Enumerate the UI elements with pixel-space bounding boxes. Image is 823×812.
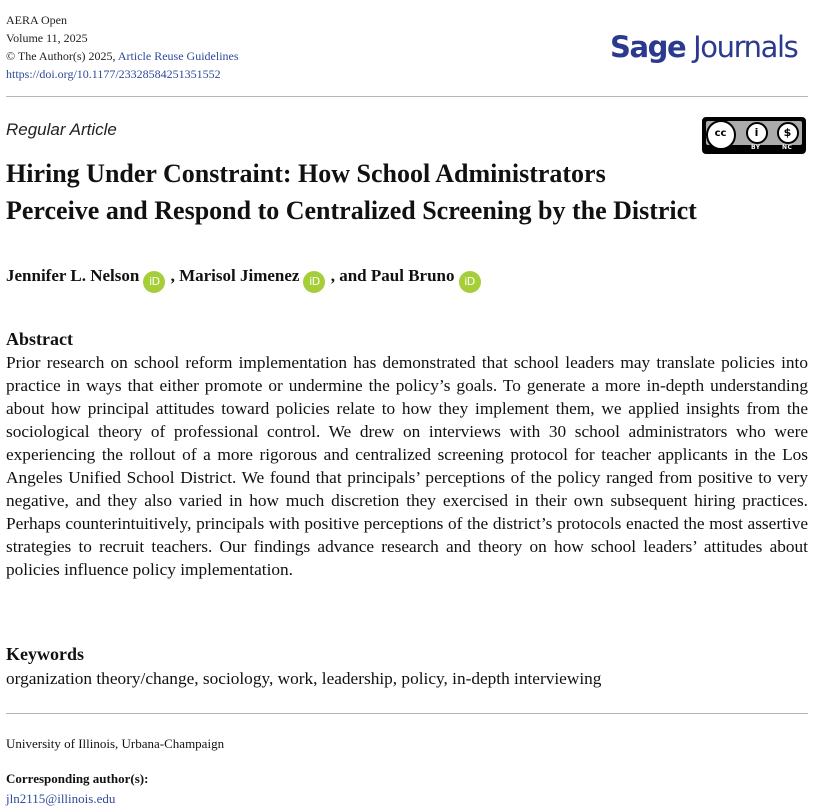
article-type: Regular Article [6,120,117,139]
article-title [6,155,786,229]
abstract-text: Prior research on school reform implementation has demonstrated that school leaders may translate policies into practice in ways that either promote or undermine the policy’s goals. To generate a more in-depth understanding about how principal attitudes toward policies relate to how they implement them, we applied insights from the sociological theory of professional control. We drew on interviews with 30 school administrators who were experiencing the rollout of a more rigorous and centralized screening protocol for teacher applicants in the Los Angeles Unified School District. We found that principals’ perceptions of the policy ranged from positive to very negative, and they also varied in how much discretion they exercised in their own subsequent hiring practices. Perhaps counterintuitively, principals with positive perceptions of the district’s protocols enacted the most assertive strategies to recruit teachers. Our findings advance research and theory on how school leaders’ attitudes about policies influence policy implementation. [6,353,808,579]
orcid-icon[interactable]: iD [459,271,481,293]
author-separator: , and [326,266,371,285]
title-line-1: Hiring Under Constraint: How School Administrators [6,159,606,188]
reuse-guidelines-link[interactable]: Article Reuse Guidelines [117,49,239,63]
sage-journals-logo [610,30,797,64]
by-label: BY [751,144,761,151]
corresponding-email-link[interactable]: jln2115@illinois.edu [6,791,116,806]
author-name[interactable]: Paul Bruno [370,266,455,285]
title-line-2: Perceive and Respond to Centralized Screening by the District [6,196,697,225]
abstract-heading: Abstract [6,329,73,349]
journal-volume: Volume 11, 2025 [6,31,88,45]
cc-by-nc-license-badge[interactable] [702,117,806,154]
keywords-heading: Keywords [6,644,84,664]
journal-meta [6,11,239,83]
logo-word-journals: Journals [693,30,798,64]
orcid-icon[interactable]: iD [303,271,325,293]
author-list [6,266,482,293]
attribution-icon: i [746,122,768,144]
affiliation: University of Illinois, Urbana-Champaign [6,736,225,751]
noncommercial-icon: $ [777,122,799,144]
creative-commons-icon: cc [706,120,736,150]
author-separator: , [166,266,180,285]
author-name[interactable]: Marisol Jimenez [179,266,300,285]
author-name[interactable]: Jennifer L. Nelson [6,266,140,285]
corresponding-author-label: Corresponding author(s): [6,771,149,786]
header-divider [6,96,808,97]
footer-divider [6,713,808,714]
nc-label: NC [782,144,793,151]
logo-word-sage: Sage [610,30,686,64]
journal-name: AERA Open [6,13,67,27]
doi-link[interactable]: https://doi.org/10.1177/23328584251351552 [6,67,221,81]
copyright-text: © The Author(s) 2025, [6,49,118,63]
copyright-line [6,47,239,65]
keywords-text: organization theory/change, sociology, work, leadership, policy, in-depth interviewing [6,669,602,688]
orcid-icon[interactable]: iD [143,271,165,293]
